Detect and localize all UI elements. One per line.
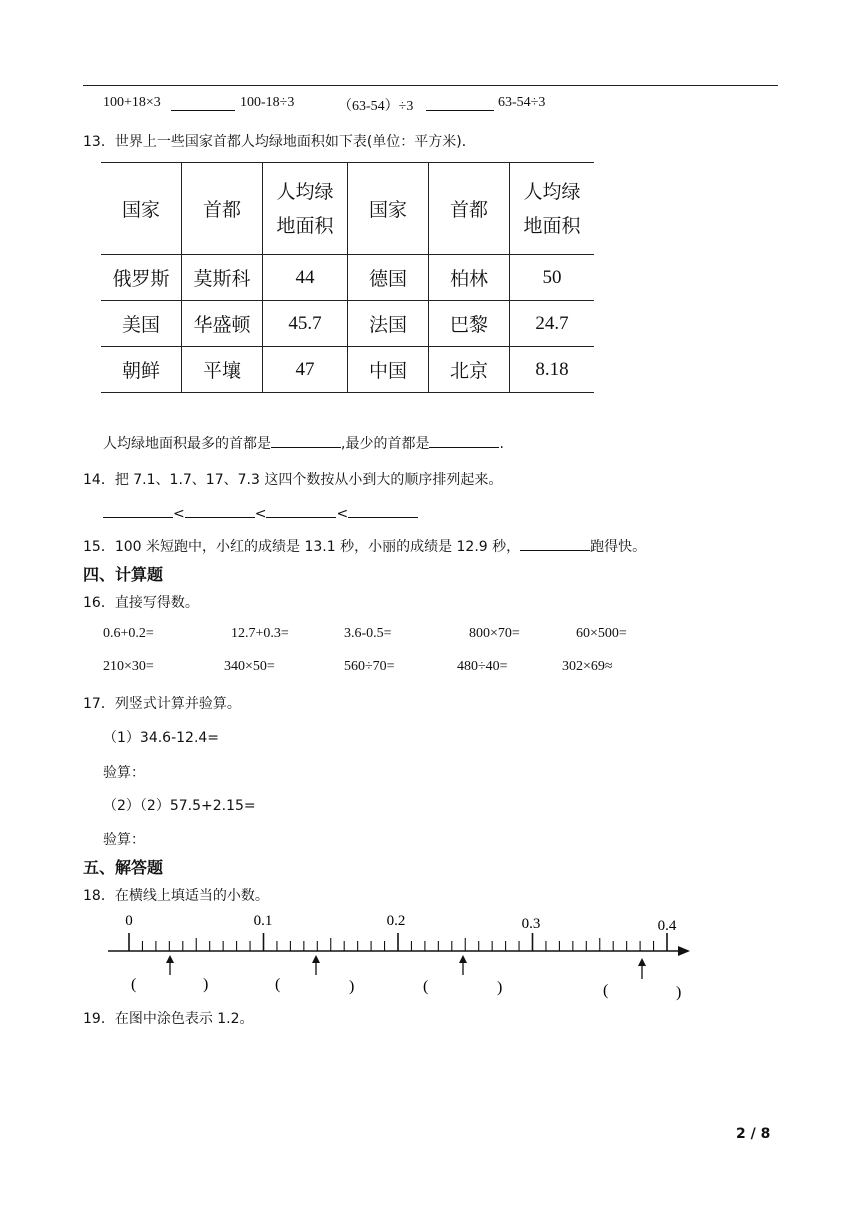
header-country: 国家 bbox=[101, 163, 182, 255]
q16-item: 0.6+0.2= bbox=[103, 626, 154, 641]
header-area-2-line2: 地面积 bbox=[523, 214, 581, 237]
up-arrow bbox=[638, 958, 646, 979]
q14-text: 把 7.1、1.7、17、7.3 这四个数按从小到大的顺序排列起来。 bbox=[114, 472, 503, 488]
table-row bbox=[101, 347, 594, 393]
answer-bracket-open: ( bbox=[275, 976, 281, 993]
cell-capital: 北京 bbox=[429, 347, 510, 393]
q14-number: 14． bbox=[83, 472, 115, 488]
q12-expr1: 100+18×3 bbox=[103, 95, 161, 110]
cell-value: 50 bbox=[510, 255, 595, 301]
q19-number: 19． bbox=[83, 1011, 115, 1027]
answer-bracket-open: ( bbox=[423, 978, 429, 995]
q16-item: 302×69≈ bbox=[562, 659, 613, 674]
q13-question-end: . bbox=[499, 436, 504, 452]
q16-item: 800×70= bbox=[469, 626, 520, 641]
q16-item: 210×30= bbox=[103, 659, 154, 674]
q19-text: 在图中涂色表示 1.2。 bbox=[114, 1011, 254, 1027]
number-line-ticks bbox=[129, 933, 667, 951]
q14-heading bbox=[83, 469, 502, 489]
less-than-sign: < bbox=[336, 506, 349, 522]
q13-blank-most[interactable] bbox=[271, 433, 341, 448]
table-row bbox=[101, 255, 594, 301]
up-arrow bbox=[166, 955, 174, 975]
cell-value: 24.7 bbox=[510, 301, 595, 347]
q17-text: 列竖式计算并验算。 bbox=[114, 696, 241, 712]
header-country-2: 国家 bbox=[348, 163, 429, 255]
q18-heading bbox=[83, 885, 269, 905]
tick-label-0-1: 0.1 bbox=[253, 913, 273, 929]
cell-value: 45.7 bbox=[263, 301, 348, 347]
number-line-labels bbox=[125, 913, 677, 934]
header-area-line1: 人均绿 bbox=[276, 180, 334, 203]
answer-bracket-open: ( bbox=[603, 982, 609, 999]
q18-number: 18． bbox=[83, 888, 115, 904]
q15-text-part1: 100 米短跑中，小红的成绩是 13.1 秒，小丽的成绩是 12.9 秒， bbox=[114, 539, 521, 555]
q15-text-part2: 跑得快。 bbox=[590, 539, 647, 555]
q17-heading bbox=[83, 693, 241, 713]
table-header-row bbox=[101, 163, 594, 255]
top-rule bbox=[83, 85, 778, 86]
q17-check1: 验算： bbox=[103, 765, 145, 781]
q14-blank-4[interactable] bbox=[348, 503, 418, 518]
q12-blank-1[interactable] bbox=[171, 96, 235, 111]
q16-item: 3.6-0.5= bbox=[344, 626, 392, 641]
q16-item: 480÷40= bbox=[457, 659, 508, 674]
cell-country: 朝鲜 bbox=[101, 347, 182, 393]
answer-bracket-close: ) bbox=[203, 976, 209, 993]
q17-check2: 验算： bbox=[103, 832, 145, 848]
q16-item: 560÷70= bbox=[344, 659, 395, 674]
tick-label-0-2: 0.2 bbox=[386, 913, 406, 929]
number-line-arrowhead bbox=[678, 946, 690, 956]
table-row bbox=[101, 301, 594, 347]
q16-item: 60×500= bbox=[576, 626, 627, 641]
q18-text: 在横线上填适当的小数。 bbox=[114, 888, 269, 904]
number-line bbox=[100, 905, 700, 1005]
tick-label-0: 0 bbox=[125, 913, 133, 929]
section-5-title: 五、解答题 bbox=[83, 858, 164, 877]
q16-text: 直接写得数。 bbox=[114, 595, 199, 611]
header-area-line2: 地面积 bbox=[276, 214, 334, 237]
cell-value: 44 bbox=[263, 255, 348, 301]
q13-question bbox=[103, 433, 504, 453]
q13-text: 世界上一些国家首都人均绿地面积如下表(单位：平方米)． bbox=[114, 134, 476, 150]
q19-heading bbox=[83, 1008, 254, 1028]
answer-bracket-close: ) bbox=[497, 979, 503, 996]
q13-question-part2: ,最少的首都是 bbox=[341, 436, 430, 452]
answer-bracket-close: ) bbox=[676, 984, 682, 1001]
cell-country: 美国 bbox=[101, 301, 182, 347]
tick-label-0-4: 0.4 bbox=[657, 918, 677, 934]
q13-blank-least[interactable] bbox=[429, 433, 499, 448]
header-capital-2: 首都 bbox=[429, 163, 510, 255]
q14-blank-3[interactable] bbox=[266, 503, 336, 518]
q14-order-line bbox=[103, 503, 418, 522]
cell-capital: 莫斯科 bbox=[182, 255, 263, 301]
q12-expr4: 63-54÷3 bbox=[498, 95, 546, 110]
q17-part1: （1）34.6-12.4= bbox=[103, 730, 220, 746]
q12-expr2: 100-18÷3 bbox=[240, 95, 295, 110]
header-area-2-line1: 人均绿 bbox=[523, 180, 581, 203]
cell-capital: 华盛顿 bbox=[182, 301, 263, 347]
cell-country: 德国 bbox=[348, 255, 429, 301]
q12-blank-2[interactable] bbox=[426, 96, 494, 111]
header-capital: 首都 bbox=[182, 163, 263, 255]
section-4-title: 四、计算题 bbox=[83, 565, 164, 584]
answer-bracket-open: ( bbox=[131, 976, 137, 993]
cell-capital: 巴黎 bbox=[429, 301, 510, 347]
header-area-2 bbox=[510, 163, 595, 255]
q14-blank-1[interactable] bbox=[103, 503, 173, 518]
q16-item: 12.7+0.3= bbox=[231, 626, 289, 641]
less-than-sign: < bbox=[173, 506, 185, 522]
q14-blank-2[interactable] bbox=[185, 503, 255, 518]
q17-part2: （2）（2）57.5+2.15= bbox=[103, 798, 256, 814]
q16-heading bbox=[83, 592, 199, 612]
up-arrow bbox=[459, 955, 467, 975]
q13-heading bbox=[83, 131, 476, 151]
up-arrow bbox=[312, 955, 320, 975]
less-than-sign: < bbox=[254, 506, 267, 522]
answer-bracket-close: ) bbox=[349, 978, 355, 995]
q15-line bbox=[83, 536, 646, 556]
cell-value: 8.18 bbox=[510, 347, 595, 393]
q15-blank[interactable] bbox=[520, 536, 590, 551]
q13-number: 13． bbox=[83, 134, 115, 150]
cell-capital: 平壤 bbox=[182, 347, 263, 393]
q16-number: 16． bbox=[83, 595, 115, 611]
q17-number: 17． bbox=[83, 696, 115, 712]
cell-capital: 柏林 bbox=[429, 255, 510, 301]
cell-value: 47 bbox=[263, 347, 348, 393]
q13-question-part1: 人均绿地面积最多的首都是 bbox=[103, 436, 271, 452]
green-area-table bbox=[101, 162, 594, 393]
header-area bbox=[263, 163, 348, 255]
cell-country: 俄罗斯 bbox=[101, 255, 182, 301]
tick-label-0-3: 0.3 bbox=[521, 916, 541, 932]
q15-number: 15． bbox=[83, 539, 115, 555]
q12-expr3: （63-54）÷3 bbox=[338, 99, 414, 114]
q16-item: 340×50= bbox=[224, 659, 275, 674]
cell-country: 中国 bbox=[348, 347, 429, 393]
page-number: 2 / 8 bbox=[736, 1126, 771, 1142]
cell-country: 法国 bbox=[348, 301, 429, 347]
